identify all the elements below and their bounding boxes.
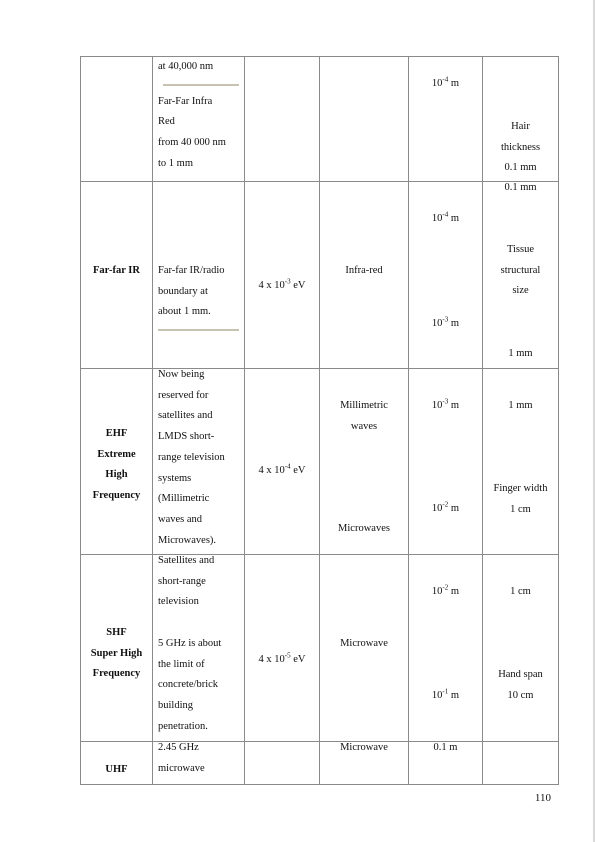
description-line: Satellites and	[158, 555, 215, 566]
page-number: 110	[534, 792, 551, 804]
description-line: concrete/brick	[158, 679, 219, 691]
table-row	[81, 555, 559, 742]
band-name-cell	[81, 555, 153, 742]
energy-cell	[245, 742, 320, 785]
band-name-cell	[81, 57, 153, 182]
description-cell	[153, 742, 245, 785]
scale-line: structural	[500, 264, 541, 276]
radiation-type-cell	[320, 742, 409, 785]
scale-line: size	[512, 285, 529, 297]
radiation-type: Microwave	[340, 638, 388, 649]
description-line: penetration.	[158, 720, 208, 732]
description-line: Red	[158, 116, 175, 128]
energy-value: 4 x $10^{-5}$ eV	[258, 651, 306, 665]
scale-line: Finger width	[493, 483, 548, 494]
energy-cell	[245, 369, 320, 555]
description-line: waves and	[158, 513, 203, 525]
description-line: range television	[158, 451, 225, 463]
scale-line: Hand span	[498, 669, 543, 680]
energy-cell	[245, 182, 320, 369]
band-name-cell	[81, 369, 153, 555]
wavelength-value: 0.1 m	[433, 742, 458, 753]
spectrum-table	[80, 56, 559, 785]
scale-cell	[483, 182, 559, 369]
description-line: boundary at	[158, 285, 208, 297]
energy-cell	[245, 57, 320, 182]
description-line: to 1 mm	[158, 157, 194, 169]
band-name: High	[105, 469, 128, 481]
description-spacer	[158, 613, 244, 634]
description-cell	[153, 555, 245, 742]
energy-cell	[245, 555, 320, 742]
wavelength-cell	[409, 742, 483, 785]
radiation-type: Millimetric	[340, 400, 388, 411]
wavelength-value: $10^{-4}$ m	[431, 210, 460, 224]
description-line: about 1 mm.	[158, 306, 211, 318]
radiation-type-cell	[320, 369, 409, 555]
description-cell	[153, 182, 245, 369]
scale-line: Tissue	[506, 244, 535, 255]
description-line: Far-Far Infra	[158, 95, 213, 107]
scale-cell	[483, 742, 559, 785]
wavelength-cell	[409, 369, 483, 555]
radiation-type-cell	[320, 57, 409, 182]
table-row	[81, 369, 559, 555]
description-line: satellites and	[158, 410, 213, 422]
wavelength-value: $10^{-1}$ m	[431, 687, 460, 701]
table-row	[81, 742, 559, 785]
separator-rule	[163, 84, 239, 86]
scale-line: 1 mm	[508, 348, 533, 359]
scale-line: 1 cm	[510, 503, 531, 515]
band-name: UHF	[105, 764, 128, 775]
band-name: Frequency	[92, 668, 141, 680]
scale-cell	[483, 555, 559, 742]
wavelength-value: $10^{-4}$ m	[431, 75, 460, 89]
scale-line: thickness	[500, 141, 541, 153]
description-line: (Millimetric	[158, 493, 210, 505]
wavelength-value: $10^{-3}$ m	[431, 397, 460, 411]
energy-value: 4 x $10^{-4}$ eV	[258, 462, 306, 476]
scale-line: 1 cm	[510, 586, 531, 597]
scale-cell	[483, 57, 559, 182]
radiation-type: Infra-red	[345, 265, 383, 276]
scale-line: 1 mm	[508, 400, 533, 411]
description-line: reserved for	[158, 389, 209, 401]
description-line: short-range	[158, 575, 206, 587]
scale-line: Hair	[511, 121, 530, 132]
description-line: Now being	[158, 369, 205, 380]
wavelength-value: $10^{-2}$ m	[431, 500, 460, 514]
description-cell	[153, 57, 245, 182]
description-line: television	[158, 596, 199, 608]
band-name-cell	[81, 742, 153, 785]
band-name: Far-far IR	[93, 265, 140, 276]
scale-cell	[483, 369, 559, 555]
radiation-type-cell	[320, 182, 409, 369]
radiation-type-cell	[320, 555, 409, 742]
description-line: 2.45 GHz	[158, 742, 199, 753]
description-line: LMDS short-	[158, 431, 215, 443]
energy-value: 4 x $10^{-3}$ eV	[258, 277, 306, 291]
wavelength-cell	[409, 182, 483, 369]
description-cell	[153, 369, 245, 555]
band-name-cell	[81, 182, 153, 369]
table-row	[81, 182, 559, 369]
scale-line: 0.1 mm	[504, 182, 537, 193]
description-line: at 40,000 nm	[158, 61, 214, 72]
description-line: microwave	[158, 762, 205, 774]
band-name: EHF	[105, 428, 128, 439]
wavelength-cell	[409, 555, 483, 742]
scale-line: 10 cm	[507, 689, 534, 701]
scale-line: 0.1 mm	[504, 162, 537, 174]
separator-rule	[158, 329, 239, 331]
description-line: 5 GHz is about	[158, 637, 222, 649]
band-name: SHF	[106, 627, 127, 638]
radiation-type: waves	[350, 420, 378, 432]
description-line: the limit of	[158, 658, 205, 670]
radiation-type: Microwaves	[338, 523, 390, 534]
description-line: Far-far IR/radio	[158, 265, 225, 276]
band-name: Extreme	[97, 448, 136, 460]
description-line: building	[158, 699, 194, 711]
radiation-type: Microwave	[340, 742, 388, 753]
wavelength-cell	[409, 57, 483, 182]
wavelength-value: $10^{-3}$ m	[431, 315, 460, 329]
band-name: Frequency	[92, 490, 141, 502]
description-line: from 40 000 nm	[158, 137, 226, 149]
band-name: Super High	[90, 647, 143, 659]
description-line: Microwaves).	[158, 534, 217, 546]
table-row	[81, 57, 559, 182]
wavelength-value: $10^{-2}$ m	[431, 583, 460, 597]
description-line: systems	[158, 472, 192, 484]
